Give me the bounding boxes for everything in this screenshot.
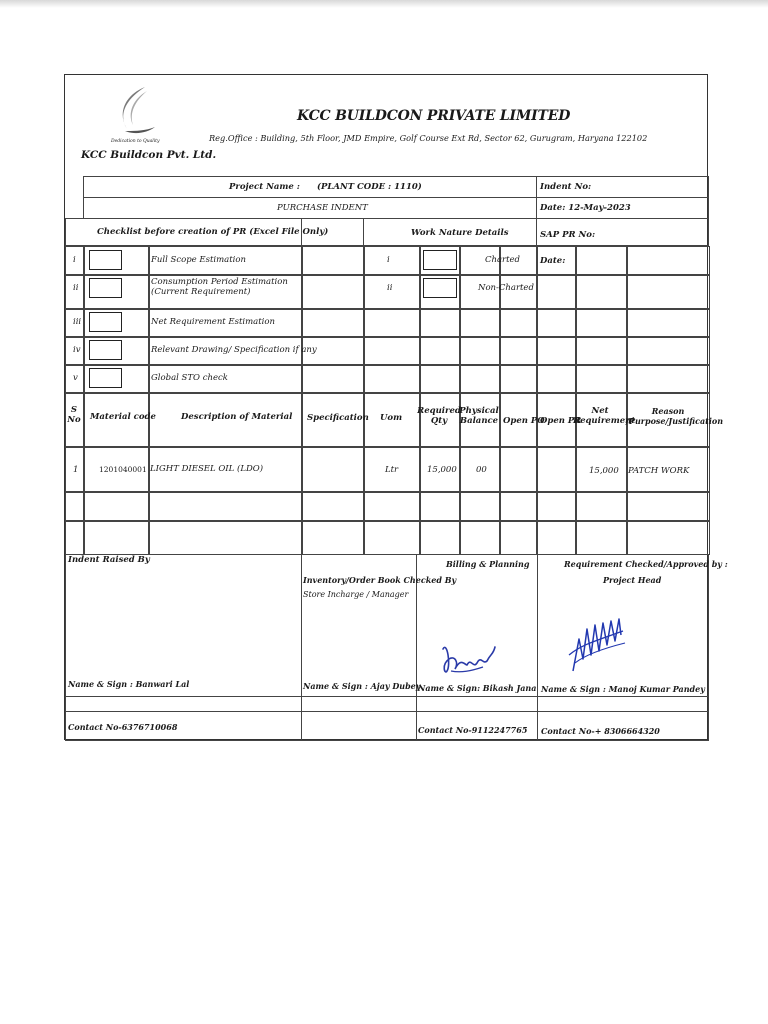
checklist-checkbox-4[interactable]	[89, 340, 122, 360]
checklist-checkbox-3[interactable]	[89, 312, 122, 332]
checklist-label-1: Full Scope Estimation	[151, 255, 246, 265]
table-cell	[301, 520, 365, 555]
checklist-checkbox-1[interactable]	[89, 250, 122, 270]
checklist-grid-cell	[499, 364, 538, 394]
approved-subtitle: Project Head	[603, 575, 662, 585]
checklist-grid-cell	[575, 336, 628, 366]
checklist-grid-cell	[536, 308, 577, 338]
contact-manoj-kumar-pandey: Contact No-+ 8306664320	[541, 726, 660, 736]
work-nature-label-1: Charted	[485, 255, 520, 265]
doc-type: PURCHASE INDENT	[277, 203, 368, 213]
row1-physical-balance: 00	[476, 465, 487, 475]
table-cell	[363, 491, 421, 522]
table-cell	[536, 491, 577, 522]
checklist-grid-cell	[626, 274, 710, 310]
work-nature-num-2: ii	[387, 283, 393, 293]
checklist-grid-cell	[459, 364, 501, 394]
checklist-grid-cell	[499, 308, 538, 338]
checklist-num-5: v	[73, 373, 78, 383]
checklist-grid-cell	[301, 246, 365, 276]
checklist-grid-cell	[626, 246, 710, 276]
checklist-num-3: iii	[73, 317, 82, 327]
plant-code: (PLANT CODE : 1110)	[317, 182, 422, 192]
logo-text: KCC Buildcon Pvt. Ltd.	[81, 149, 217, 161]
billing-title: Billing & Planning	[446, 559, 530, 569]
table-cell	[459, 520, 501, 555]
row1-required-qty: 15,000	[427, 465, 457, 475]
sign-name-bikash-jana: Name & Sign: Bikash Jana	[418, 683, 537, 693]
row1-description: LIGHT DIESEL OIL (LDO)	[150, 464, 264, 474]
checklist-grid-cell	[363, 246, 421, 276]
sign-name-banwari-lal: Name & Sign : Banwari Lal	[68, 679, 190, 689]
table-cell	[575, 491, 628, 522]
col-header-open-po: Open PO	[503, 416, 545, 426]
checklist-grid-cell	[301, 308, 365, 338]
table-cell	[626, 491, 710, 522]
table-cell	[363, 520, 421, 555]
work-nature-title: Work Nature Details	[411, 228, 509, 238]
sign-name-ajay-dubey: Name & Sign : Ajay Dubey	[303, 681, 421, 691]
table-cell	[575, 520, 628, 555]
checklist-grid-cell	[363, 336, 421, 366]
date2-label: Date:	[540, 256, 566, 266]
table-cell	[419, 491, 461, 522]
checklist-grid-cell	[459, 308, 501, 338]
table-cell	[536, 520, 577, 555]
scan-edge	[0, 0, 768, 8]
contact-banwari-lal: Contact No-6376710068	[68, 722, 178, 732]
company-address: Reg.Office : Building, 5th Floor, JMD Empire, Golf Course Ext Rd, Sector 62, Gurugram, Haryana 122102	[209, 133, 648, 143]
checklist-num-4: iv	[73, 345, 81, 355]
sign-name-manoj-kumar-pandey: Name & Sign : Manoj Kumar Pandey	[541, 684, 705, 694]
project-name-label: Project Name :	[229, 182, 300, 192]
checklist-label-2: Consumption Period Estimation (Current Requirement)	[151, 277, 288, 297]
checklist-title: Checklist before creation of PR (Excel File Only)	[97, 227, 329, 237]
work-nature-checkbox-1[interactable]	[423, 250, 457, 270]
table-cell	[301, 446, 365, 493]
inventory-title: Inventory/Order Book Checked By	[303, 575, 457, 585]
checklist-grid-cell	[626, 308, 710, 338]
checklist-grid-cell	[301, 274, 365, 310]
col-header-open-pr: Open PR	[540, 416, 582, 426]
checklist-label-5: Global STO check	[151, 373, 228, 383]
table-cell	[83, 491, 150, 522]
row1-material-code: 1201040001	[99, 465, 147, 474]
table-cell	[65, 491, 85, 522]
col-header-specification: Specification	[307, 413, 369, 423]
table-cell	[626, 520, 710, 555]
header-project-cell	[83, 176, 537, 198]
row1-net-requirement: 15,000	[589, 466, 619, 476]
logo-tagline: Dedication to Quality	[111, 139, 160, 144]
checklist-grid-cell	[363, 364, 421, 394]
checklist-checkbox-5[interactable]	[89, 368, 122, 388]
checklist-grid-cell	[575, 274, 628, 310]
contact-cell-2	[301, 711, 417, 741]
col-header-physical-balance: Physical Balance	[459, 406, 499, 426]
row1-sno: 1	[73, 465, 79, 475]
inventory-subtitle: Store Incharge / Manager	[303, 590, 409, 599]
checklist-grid-cell	[536, 336, 577, 366]
col-header-sno: S No	[67, 405, 81, 425]
checklist-grid-cell	[575, 308, 628, 338]
col-header-reason: Reason /Purpose/Justification	[626, 406, 724, 426]
checklist-grid-cell	[459, 336, 501, 366]
work-nature-label-2: Non-Charted	[478, 283, 534, 293]
checklist-grid-cell	[575, 246, 628, 276]
blank-row-c2	[301, 696, 417, 712]
checklist-grid-cell	[536, 364, 577, 394]
indent-raised-by-title: Indent Raised By	[68, 555, 150, 565]
table-cell	[148, 520, 303, 555]
company-logo	[105, 81, 165, 141]
checklist-grid-cell	[499, 336, 538, 366]
contact-bikash-jana: Contact No-9112247765	[418, 725, 528, 735]
checklist-grid-cell	[575, 364, 628, 394]
checklist-checkbox-2[interactable]	[89, 278, 122, 298]
checklist-label-4: Relevant Drawing/ Specification if any	[151, 345, 317, 355]
table-cell	[65, 520, 85, 555]
sap-pr-label: SAP PR No:	[540, 230, 596, 240]
col-header-net-requirement: Net Requirement	[573, 406, 636, 426]
checklist-label-3: Net Requirement Estimation	[151, 317, 275, 327]
indent-date: Date: 12-May-2023	[540, 203, 631, 213]
blank-row-c4	[537, 696, 709, 712]
approved-title: Requirement Checked/Approved by :	[564, 559, 728, 569]
table-cell	[148, 491, 303, 522]
checklist-grid-cell	[626, 364, 710, 394]
purchase-indent-form	[64, 74, 728, 740]
checklist-grid-cell	[419, 364, 461, 394]
blank-row-c1	[65, 696, 302, 712]
col-header-required-qty: Required Qty	[417, 406, 461, 426]
work-nature-checkbox-2[interactable]	[423, 278, 457, 298]
col-header-material-code: Material code	[90, 412, 156, 422]
table-cell	[499, 446, 538, 493]
checklist-grid-cell	[301, 364, 365, 394]
table-cell	[419, 520, 461, 555]
checklist-grid-cell	[363, 308, 421, 338]
checklist-num-2: ii	[73, 283, 79, 293]
row1-uom: Ltr	[385, 465, 399, 475]
checklist-num-1: i	[73, 255, 76, 265]
checklist-grid-cell	[419, 308, 461, 338]
table-cell	[536, 446, 577, 493]
table-cell	[499, 491, 538, 522]
table-cell	[459, 491, 501, 522]
col-header-uom: Uom	[380, 413, 403, 423]
signature-manoj-kumar-pandey-icon	[565, 615, 631, 677]
table-cell	[301, 491, 365, 522]
indent-no-label: Indent No:	[540, 182, 592, 192]
col-header-description: Description of Material	[181, 412, 293, 422]
table-cell	[499, 520, 538, 555]
signature-bikash-jana-icon	[437, 635, 499, 677]
checklist-grid-cell	[626, 336, 710, 366]
checklist-grid-cell	[536, 274, 577, 310]
logo-swoosh-icon	[105, 81, 165, 141]
company-name: KCC BUILDCON PRIVATE LIMITED	[297, 108, 571, 124]
checklist-grid-cell	[419, 336, 461, 366]
table-cell	[83, 520, 150, 555]
blank-row-c3	[416, 696, 538, 712]
work-nature-num-1: i	[387, 255, 390, 265]
row1-reason: PATCH WORK	[628, 466, 690, 476]
